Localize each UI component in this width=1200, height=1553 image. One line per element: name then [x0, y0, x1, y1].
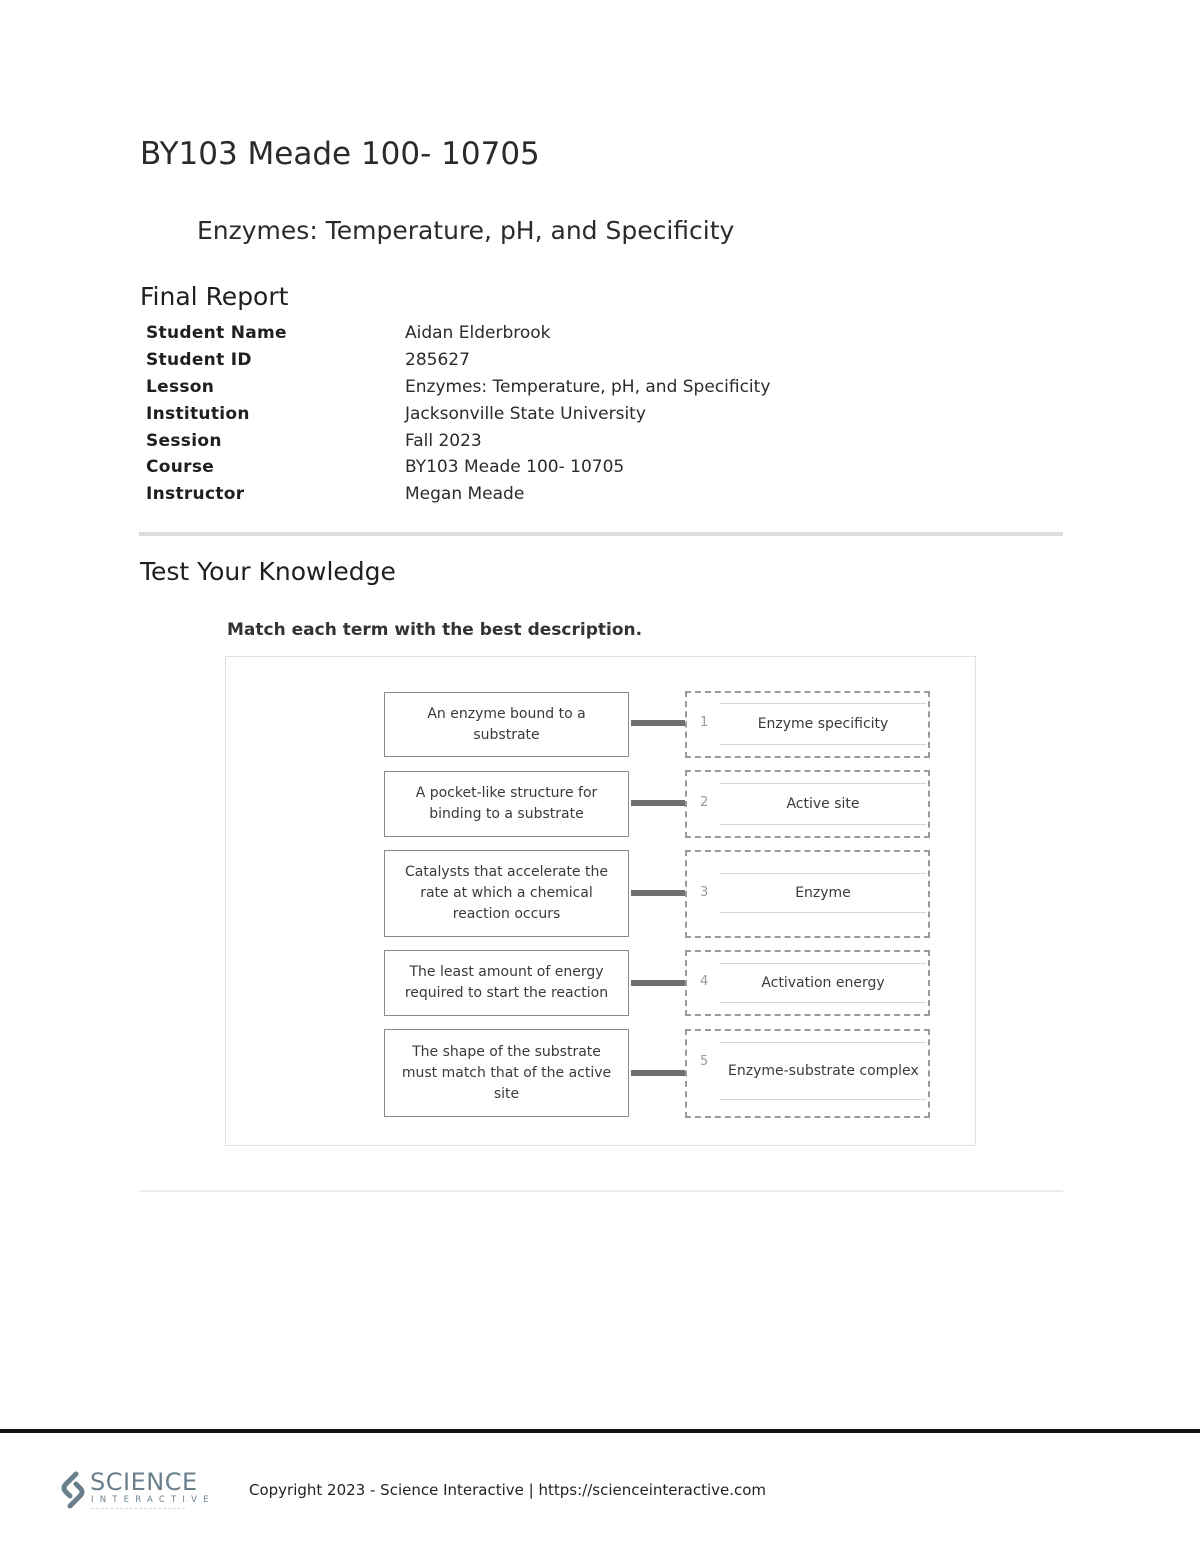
- footer-rule: [0, 1429, 1200, 1433]
- info-label: Session: [146, 430, 222, 451]
- course-title: BY103 Meade 100- 10705: [140, 136, 540, 172]
- term-drop-slot[interactable]: [685, 691, 930, 758]
- info-row-lesson: [146, 374, 770, 401]
- logo-subtitle: INTERACTIVE: [91, 1495, 215, 1505]
- science-interactive-logo: [58, 1470, 218, 1514]
- info-label: Course: [146, 457, 215, 478]
- term-card[interactable]: Enzyme-substrate complex: [720, 1042, 926, 1100]
- info-row-course: [146, 454, 770, 481]
- info-row-session: [146, 427, 770, 454]
- panel-margin: [226, 657, 340, 1145]
- term-drop-slot[interactable]: [685, 950, 930, 1016]
- match-connector: [631, 890, 685, 896]
- info-value: Enzymes: Temperature, pH, and Specificity: [405, 376, 771, 397]
- term-number: 4: [700, 974, 709, 989]
- info-value: Fall 2023: [405, 430, 482, 451]
- info-row-instructor: [146, 481, 770, 508]
- info-row-institution: [146, 400, 770, 427]
- info-value: 285627: [405, 350, 470, 371]
- quiz-instruction: Match each term with the best description.: [227, 620, 643, 640]
- term-number: 5: [700, 1054, 709, 1069]
- lesson-title: Enzymes: Temperature, pH, and Specificity: [197, 216, 735, 245]
- description-card[interactable]: The least amount of energy required to start the reaction: [384, 950, 629, 1016]
- info-label: Student ID: [146, 350, 252, 371]
- copyright-text: Copyright 2023 - Science Interactive | https://scienceinteractive.com: [249, 1481, 767, 1499]
- term-card[interactable]: Active site: [720, 783, 926, 825]
- description-card[interactable]: A pocket-like structure for binding to a substrate: [384, 771, 629, 837]
- report-heading: Final Report: [140, 282, 289, 311]
- term-number: 2: [700, 795, 709, 810]
- term-number: 1: [700, 715, 709, 730]
- info-row-student-id: [146, 347, 770, 374]
- logo-mark-icon: [58, 1470, 88, 1510]
- section-divider: [139, 532, 1063, 536]
- info-label: Student Name: [146, 323, 287, 344]
- term-drop-slot[interactable]: [685, 850, 930, 938]
- info-label: Institution: [146, 403, 250, 424]
- term-card[interactable]: Enzyme specificity: [720, 703, 926, 745]
- term-card[interactable]: Activation energy: [720, 963, 926, 1003]
- match-connector: [631, 980, 685, 986]
- info-value: BY103 Meade 100- 10705: [405, 457, 625, 478]
- section-heading: Test Your Knowledge: [140, 557, 396, 586]
- term-card[interactable]: Enzyme: [720, 873, 926, 913]
- report-info-table: [146, 320, 770, 508]
- logo-wordmark: SCIENCE: [90, 1468, 198, 1496]
- info-value: Megan Meade: [405, 484, 525, 505]
- logo-tagline-decor: ~~~~~~~~~~~~~~~~~~~~: [91, 1507, 187, 1512]
- term-drop-slot[interactable]: [685, 770, 930, 838]
- description-card[interactable]: The shape of the substrate must match that of the active site: [384, 1029, 629, 1117]
- term-number: 3: [700, 885, 709, 900]
- info-label: Lesson: [146, 376, 215, 397]
- description-card[interactable]: An enzyme bound to a substrate: [384, 692, 629, 757]
- info-label: Instructor: [146, 484, 245, 505]
- description-card[interactable]: Catalysts that accelerate the rate at which a chemical reaction occurs: [384, 850, 629, 937]
- info-value: Jacksonville State University: [405, 403, 646, 424]
- term-drop-slot[interactable]: [685, 1029, 930, 1118]
- matching-panel: [225, 656, 976, 1146]
- section-divider-thin: [139, 1190, 1063, 1192]
- info-row-student-name: [146, 320, 770, 347]
- match-connector: [631, 1070, 685, 1076]
- match-connector: [631, 720, 685, 726]
- match-connector: [631, 800, 685, 806]
- info-value: Aidan Elderbrook: [405, 323, 551, 344]
